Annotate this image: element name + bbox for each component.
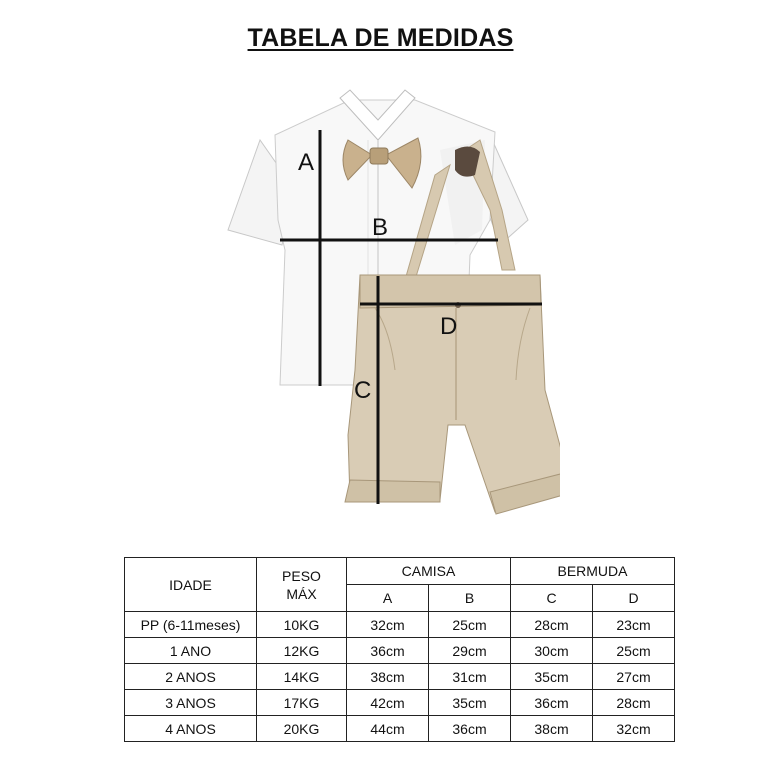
cell-a: 42cm bbox=[347, 690, 429, 716]
outfit-illustration bbox=[200, 80, 560, 525]
cell-c: 30cm bbox=[511, 638, 593, 664]
header-camisa: CAMISA bbox=[347, 558, 511, 585]
table-row bbox=[125, 664, 675, 690]
cell-b: 35cm bbox=[429, 690, 511, 716]
cell-idade: 3 ANOS bbox=[125, 690, 257, 716]
cell-a: 36cm bbox=[347, 638, 429, 664]
header-idade: IDADE bbox=[125, 558, 257, 612]
cell-c: 36cm bbox=[511, 690, 593, 716]
header-bermuda: BERMUDA bbox=[511, 558, 675, 585]
cell-idade: 4 ANOS bbox=[125, 716, 257, 742]
outfit-svg bbox=[200, 80, 560, 525]
cell-d: 27cm bbox=[593, 664, 675, 690]
header-a: A bbox=[347, 585, 429, 612]
header-d: D bbox=[593, 585, 675, 612]
cell-d: 23cm bbox=[593, 612, 675, 638]
table-row bbox=[125, 716, 675, 742]
cell-idade: PP (6-11meses) bbox=[125, 612, 257, 638]
header-peso-line1: PESO bbox=[282, 567, 321, 584]
cell-c: 38cm bbox=[511, 716, 593, 742]
label-c: C bbox=[354, 377, 372, 404]
cell-c: 28cm bbox=[511, 612, 593, 638]
header-c: C bbox=[511, 585, 593, 612]
cell-peso: 14KG bbox=[257, 664, 347, 690]
cell-a: 38cm bbox=[347, 664, 429, 690]
cell-b: 36cm bbox=[429, 716, 511, 742]
header-peso bbox=[257, 558, 347, 612]
size-table bbox=[124, 557, 675, 742]
cell-peso: 17KG bbox=[257, 690, 347, 716]
cell-b: 25cm bbox=[429, 612, 511, 638]
cell-peso: 12KG bbox=[257, 638, 347, 664]
cell-peso: 10KG bbox=[257, 612, 347, 638]
cell-idade: 1 ANO bbox=[125, 638, 257, 664]
table-row bbox=[125, 612, 675, 638]
cell-peso: 20KG bbox=[257, 716, 347, 742]
label-d: D bbox=[440, 313, 458, 340]
cell-b: 29cm bbox=[429, 638, 511, 664]
label-b: B bbox=[372, 214, 389, 241]
cell-a: 44cm bbox=[347, 716, 429, 742]
cell-idade: 2 ANOS bbox=[125, 664, 257, 690]
table-row bbox=[125, 638, 675, 664]
page-title: TABELA DE MEDIDAS bbox=[247, 24, 514, 52]
cell-c: 35cm bbox=[511, 664, 593, 690]
header-peso-line2: MÁX bbox=[286, 585, 317, 602]
table-row bbox=[125, 690, 675, 716]
header-b: B bbox=[429, 585, 511, 612]
cell-d: 32cm bbox=[593, 716, 675, 742]
cell-d: 28cm bbox=[593, 690, 675, 716]
label-a: A bbox=[298, 149, 315, 176]
cell-d: 25cm bbox=[593, 638, 675, 664]
cell-a: 32cm bbox=[347, 612, 429, 638]
cell-b: 31cm bbox=[429, 664, 511, 690]
